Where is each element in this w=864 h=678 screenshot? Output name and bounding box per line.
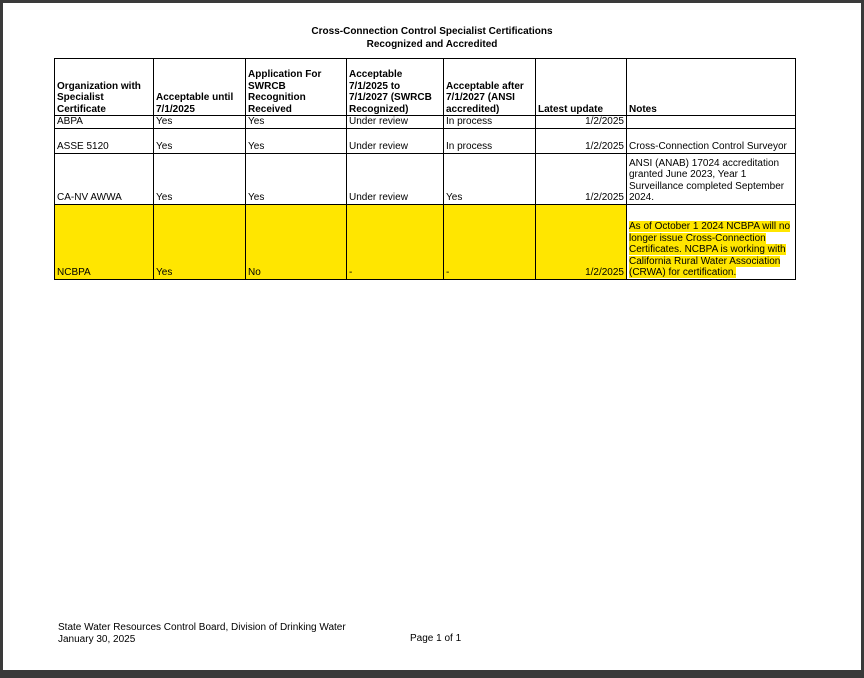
header-acceptable-until: Acceptable until 7/1/2025: [154, 59, 246, 116]
cell-application-received: No: [246, 204, 347, 279]
header-application-received: Application For SWRCB Recognition Received: [246, 59, 347, 116]
cell-application-received: Yes: [246, 153, 347, 204]
table-row: [55, 116, 796, 129]
footer-page-number: Page 1 of 1: [410, 633, 462, 644]
cell-notes: Cross-Connection Control Surveyor: [627, 128, 796, 153]
cell-acceptable-2025-2027: Under review: [347, 153, 444, 204]
certifications-table: [54, 58, 796, 280]
table-row: [55, 128, 796, 153]
cell-notes: ANSI (ANAB) 17024 accreditation granted June 2023, Year 1 Surveillance completed September 2024.: [627, 153, 796, 204]
cell-latest-update: 1/2/2025: [536, 153, 627, 204]
table-header-row: [55, 59, 796, 116]
cell-organization: NCBPA: [55, 204, 154, 279]
cell-acceptable-2025-2027: -: [347, 204, 444, 279]
header-latest-update: Latest update: [536, 59, 627, 116]
cell-application-received: Yes: [246, 116, 347, 129]
cell-acceptable-after-2027: In process: [444, 128, 536, 153]
footer-agency: State Water Resources Control Board, Division of Drinking Water: [58, 622, 346, 633]
title-line-1: Cross-Connection Control Specialist Certifications: [311, 26, 553, 37]
table-row: [55, 153, 796, 204]
cell-organization: ABPA: [55, 116, 154, 129]
footer-date: January 30, 2025: [58, 634, 136, 645]
cell-latest-update: 1/2/2025: [536, 204, 627, 279]
cell-acceptable-2025-2027: Under review: [347, 116, 444, 129]
cell-acceptable-after-2027: -: [444, 204, 536, 279]
document-title: [0, 25, 864, 51]
header-acceptable-2025-2027: Acceptable 7/1/2025 to 7/1/2027 (SWRCB Recognized): [347, 59, 444, 116]
cell-acceptable-until: Yes: [154, 204, 246, 279]
cell-acceptable-after-2027: Yes: [444, 153, 536, 204]
cell-notes: [627, 116, 796, 129]
cell-acceptable-until: Yes: [154, 116, 246, 129]
title-line-2: Recognized and Accredited: [366, 39, 498, 50]
cell-acceptable-after-2027: In process: [444, 116, 536, 129]
header-organization: Organization with Specialist Certificate: [55, 59, 154, 116]
cell-acceptable-until: Yes: [154, 153, 246, 204]
cell-organization: CA-NV AWWA: [55, 153, 154, 204]
cell-latest-update: 1/2/2025: [536, 116, 627, 129]
cell-latest-update: 1/2/2025: [536, 128, 627, 153]
cell-acceptable-until: Yes: [154, 128, 246, 153]
table-row-highlighted: [55, 204, 796, 279]
header-notes: Notes: [627, 59, 796, 116]
cell-notes: [627, 204, 796, 279]
notes-highlighted-text: As of October 1 2024 NCBPA will no longer issue Cross-Connection Certificates. NCBPA is working with California Rural Water Association (CRWA) for certification.: [629, 221, 791, 278]
footer-agency-block: [58, 622, 346, 646]
cell-application-received: Yes: [246, 128, 347, 153]
cell-organization: ASSE 5120: [55, 128, 154, 153]
header-acceptable-after-2027: Acceptable after 7/1/2027 (ANSI accredited): [444, 59, 536, 116]
cell-acceptable-2025-2027: Under review: [347, 128, 444, 153]
